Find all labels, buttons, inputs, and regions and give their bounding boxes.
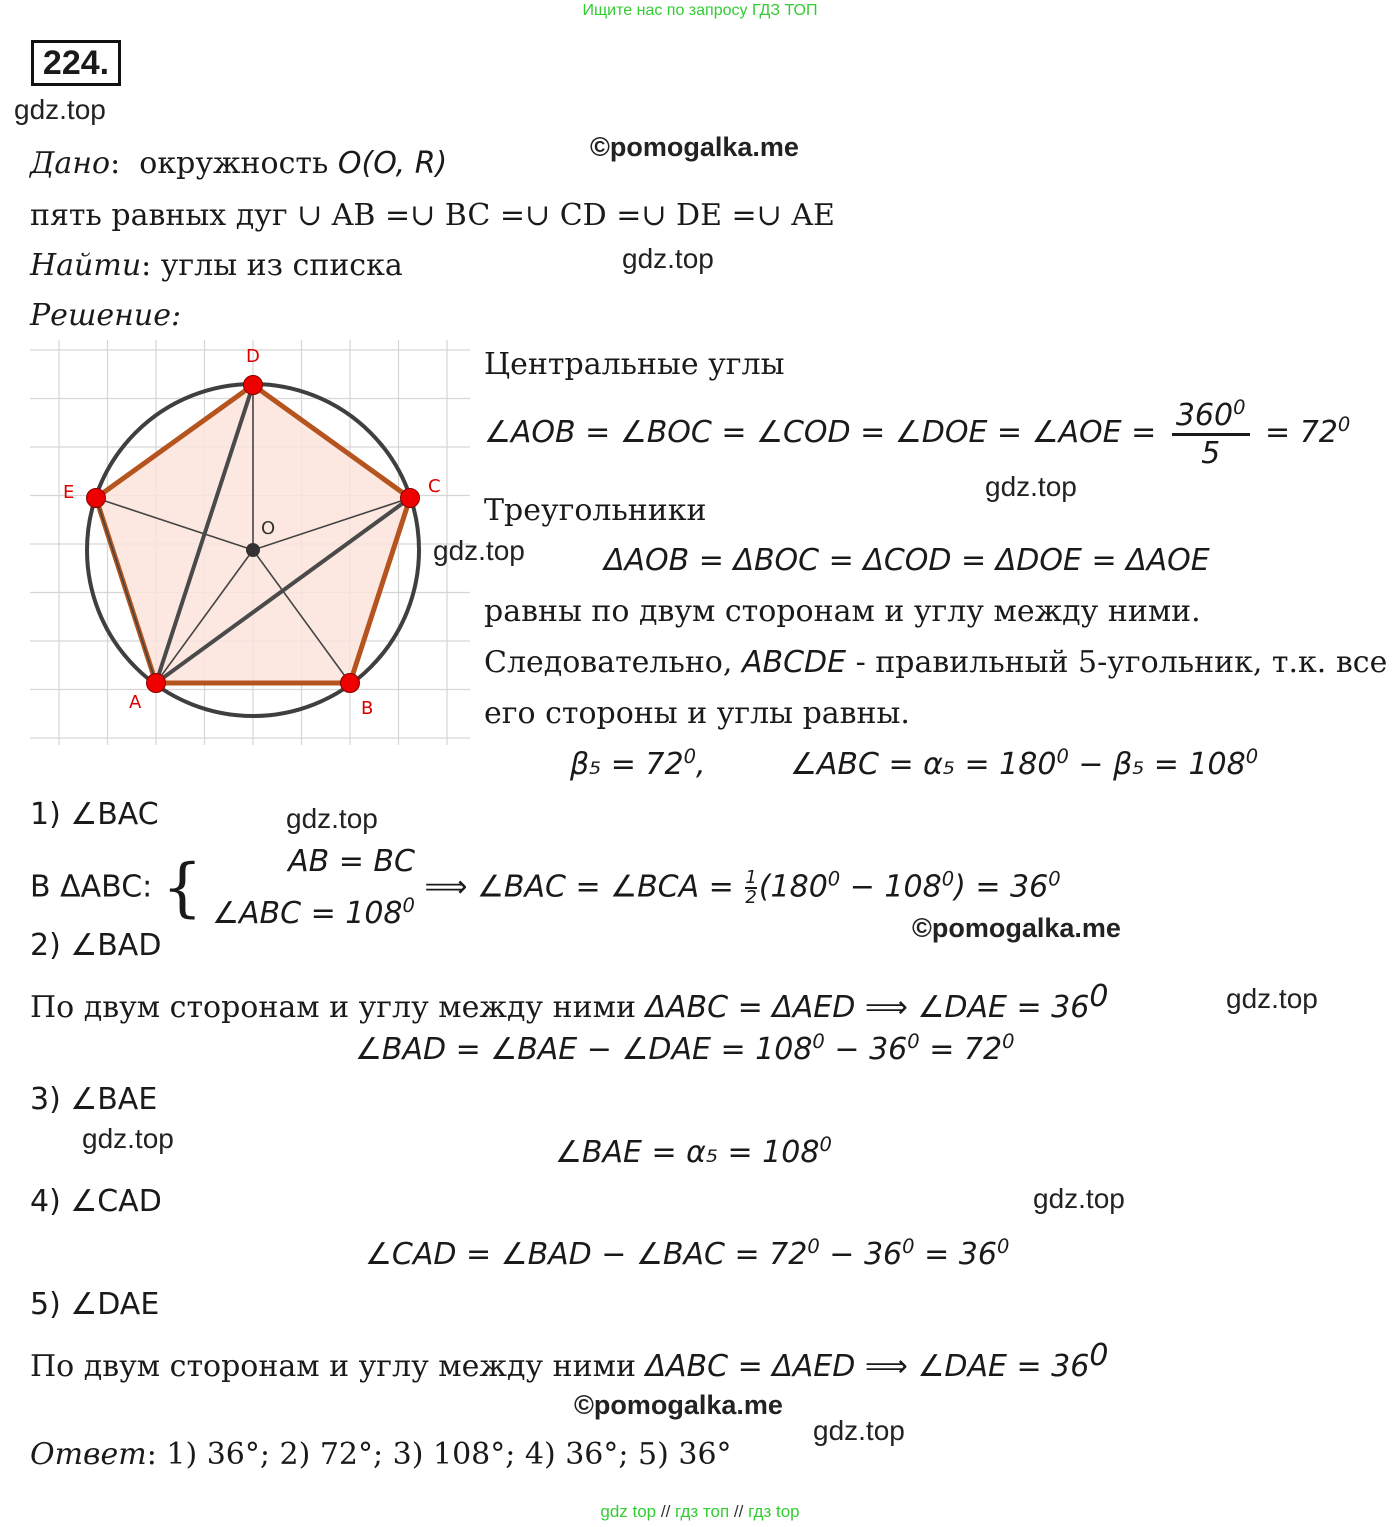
problem-number: 224.	[31, 40, 121, 86]
part3-label: 3) ∠BAE	[30, 1082, 158, 1117]
find-label: Найти	[30, 248, 142, 283]
triangles-reason: равны по двум сторонам и углу между ними.	[484, 594, 1201, 629]
answer-line	[30, 1437, 732, 1472]
watermark-gdz: gdz.top	[1226, 983, 1318, 1014]
footer-link-gdz-top-ru[interactable]: гдз топ	[675, 1502, 730, 1521]
central-angles-equation: ∠AOB = ∠BOC = ∠COD = ∠DOE = ∠AOE = $\frac{360^0}{5}$ = $72^0$	[484, 396, 1351, 471]
triangles-heading: Треугольники	[484, 493, 707, 528]
label-e: E	[63, 482, 75, 503]
part4-label: 4) ∠CAD	[30, 1184, 162, 1219]
label-b: B	[361, 698, 374, 719]
pentagon-figure	[30, 340, 470, 745]
center-point	[246, 543, 260, 557]
watermark-gdz: gdz.top	[1033, 1183, 1125, 1214]
part2-line1: По двум сторонам и углу между ними ΔABC = ΔAED ⟹ ∠DAE = $36^0$	[30, 979, 1109, 1025]
top-banner[interactable]: Ищите нас по запросу ГДЗ ТОП	[582, 2, 818, 19]
watermark-gdz: gdz.top	[286, 803, 378, 834]
beta-equation: $\beta_5 = 72^0$,	[570, 745, 706, 782]
watermark-gdz: gdz.top	[82, 1123, 174, 1154]
watermark-gdz: gdz.top	[813, 1415, 905, 1446]
conclusion-line: Следовательно, ABCDE - правильный 5-угольник, т.к. все	[484, 645, 1388, 680]
given-arcs: пять равных дуг ∪ AB =∪ BC =∪ CD =∪ DE =∪ AE	[30, 198, 835, 233]
conclusion-line-2: его стороны и углы равны.	[484, 696, 910, 731]
footer-separator: //	[733, 1502, 744, 1521]
given-label: Дано	[30, 146, 111, 181]
part5-line: По двум сторонам и углу между ними ΔABC = ΔAED ⟹ ∠DAE = $36^0$	[30, 1338, 1109, 1384]
triangles-equation: ΔAOB = ΔBOC = ΔCOD = ΔDOE = ΔAOE	[604, 543, 1210, 578]
answer-label: Ответ	[30, 1437, 147, 1472]
solution-label: Решение:	[30, 298, 182, 333]
given-text: окружность	[139, 146, 329, 181]
find-text: : углы из списка	[141, 248, 403, 283]
footer-separator: //	[660, 1502, 671, 1521]
watermark-pomogalka: ©pomogalka.me	[912, 913, 1121, 943]
part2-line2: ∠BAD = ∠BAE − ∠DAE = $108^0 - 36^0 = 72^0$	[355, 1030, 1015, 1067]
watermark-gdz: gdz.top	[622, 243, 714, 274]
watermark-gdz: gdz.top	[985, 471, 1077, 502]
part4-equation: ∠CAD = ∠BAD − ∠BAC = $72^0 - 36^0 = 36^0$	[365, 1235, 1010, 1272]
given-circle: O(O, R)	[337, 146, 448, 181]
answer-text: : 1) 36°; 2) 72°; 3) 108°; 4) 36°; 5) 36°	[146, 1437, 732, 1472]
part2-label: 2) ∠BAD	[30, 928, 162, 963]
system-of-equations: AB = BC ∠ABC = $108^0$	[212, 844, 415, 931]
footer-link-gdz-top-mixed[interactable]: гдз top	[748, 1502, 800, 1521]
label-o: O	[261, 518, 276, 539]
watermark-gdz: gdz.top	[433, 535, 525, 566]
system-brace: {	[161, 851, 203, 925]
central-angles-heading: Центральные углы	[484, 347, 785, 382]
abc-angle-equation: ∠ABC = $\alpha_5 = 180^0 - \beta_5 = 108^0$	[790, 745, 1259, 782]
watermark-pomogalka: ©pomogalka.me	[574, 1390, 783, 1420]
part1-label: 1) ∠BAC	[30, 797, 159, 832]
fraction-360-5: $\frac{360^0}{5}$	[1172, 396, 1250, 471]
part5-label: 5) ∠DAE	[30, 1287, 160, 1322]
part3-equation: ∠BAE = $\alpha_5 = 108^0$	[555, 1133, 832, 1170]
label-d: D	[246, 346, 260, 367]
footer-links	[0, 1502, 1400, 1522]
watermark-pomogalka: ©pomogalka.me	[590, 132, 799, 162]
part1-equation: В ΔABC: { AB = BC ∠ABC = $108^0$ ⟹ ∠BAC = ∠BCA = $\frac{1}{2}(180^0 - 108^0) = 36^0$	[30, 840, 1061, 936]
label-c: C	[428, 476, 441, 497]
footer-link-gdz-top[interactable]: gdz top	[600, 1502, 657, 1521]
given-line: Дано: окружность O(O, R)	[30, 146, 448, 181]
label-a: A	[129, 692, 142, 713]
watermark-gdz: gdz.top	[14, 94, 106, 125]
fraction-one-half: $\frac{1}{2}$	[745, 867, 757, 908]
find-line	[30, 248, 403, 283]
